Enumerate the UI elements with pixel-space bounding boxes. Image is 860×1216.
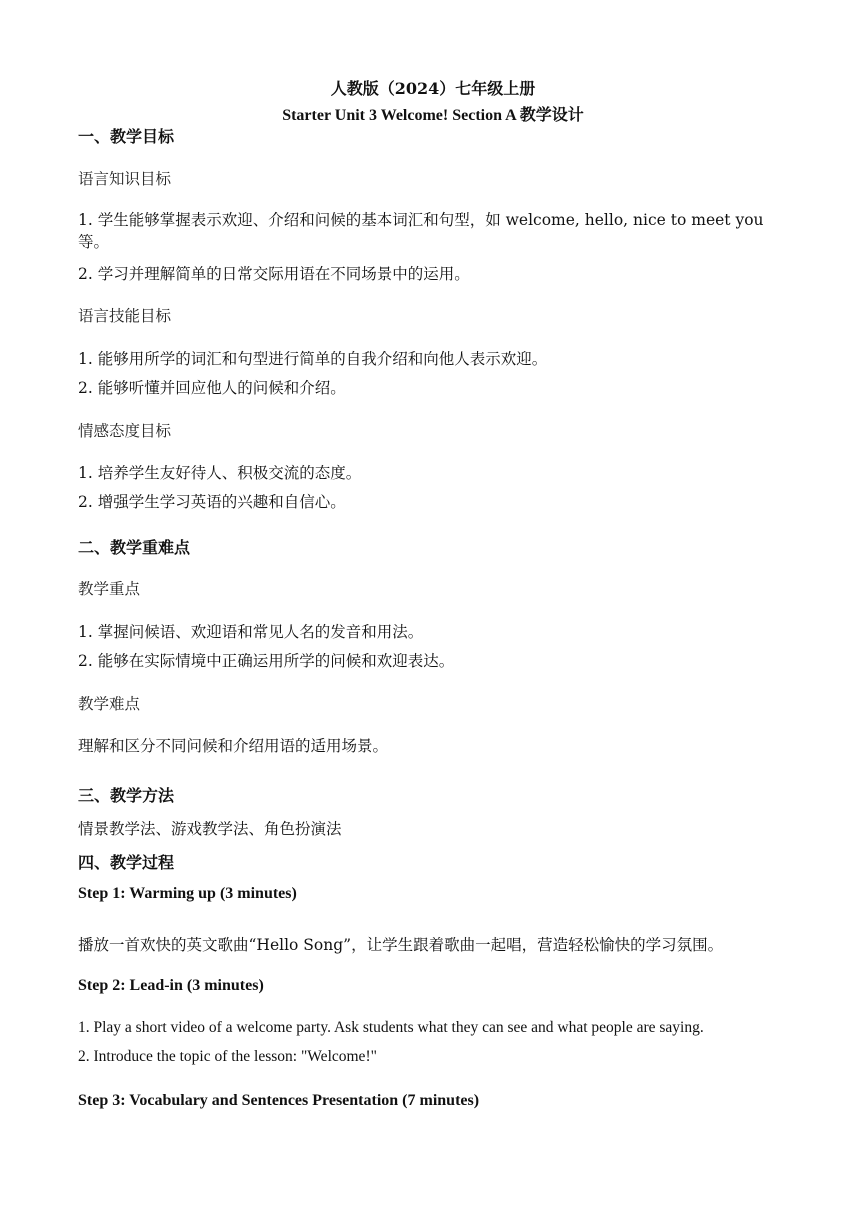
step2-title: Step 2: Lead-in (3 minutes): [78, 977, 264, 994]
skill-objective-item: 1. 能够用所学的词汇和句型进行简单的自我介绍和向他人表示欢迎。: [78, 350, 548, 368]
difficult-points-label: 教学难点: [78, 695, 141, 713]
key-point-item: 1. 掌握问候语、欢迎语和常见人名的发音和用法。: [78, 623, 424, 641]
attitude-objective-item: 2. 增强学生学习英语的兴趣和自信心。: [78, 493, 346, 511]
skill-objectives-label: 语言技能目标: [78, 307, 172, 325]
step2-item: 2. Introduce the topic of the lesson: "Welcome!": [78, 1048, 377, 1065]
knowledge-objective-item: 1. 学生能够掌握表示欢迎、介绍和问候的基本词汇和句型，如 welcome, hello, nice to meet you 等。: [78, 211, 764, 251]
step3-title: Step 3: Vocabulary and Sentences Presentation (7 minutes): [78, 1092, 480, 1109]
key-point-item: 2. 能够在实际情境中正确运用所学的问候和欢迎表达。: [78, 652, 455, 670]
skill-objective-item: 2. 能够听懂并回应他人的问候和介绍。: [78, 379, 346, 397]
teaching-methods-text: 情景教学法、游戏教学法、角色扮演法: [78, 820, 342, 838]
key-points-label: 教学重点: [78, 580, 141, 598]
document-title-line1: 人教版（2024）七年级上册: [330, 79, 536, 98]
document-title-line2: Starter Unit 3 Welcome! Section A 教学设计: [282, 107, 584, 124]
difficult-point-text: 理解和区分不同问候和介绍用语的适用场景。: [78, 737, 389, 755]
attitude-objectives-label: 情感态度目标: [78, 422, 172, 440]
knowledge-objective-item: 2. 学习并理解简单的日常交际用语在不同场景中的运用。: [78, 265, 470, 283]
step1-title: Step 1: Warming up (3 minutes): [78, 885, 297, 902]
step2-item: 1. Play a short video of a welcome party. Ask students what they can see and what people are saying.: [78, 1019, 704, 1036]
step1-text: 播放一首欢快的英文歌曲“Hello Song”，让学生跟着歌曲一起唱，营造轻松愉快的学习氛围。: [78, 936, 724, 954]
attitude-objective-item: 1. 培养学生友好待人、积极交流的态度。: [78, 464, 362, 482]
knowledge-objectives-label: 语言知识目标: [78, 170, 172, 188]
section-heading-key-difficult-points: 二、教学重难点: [78, 538, 191, 557]
section-heading-process: 四、教学过程: [78, 853, 175, 872]
section-heading-objectives: 一、教学目标: [78, 127, 175, 146]
section-heading-methods: 三、教学方法: [78, 786, 175, 805]
